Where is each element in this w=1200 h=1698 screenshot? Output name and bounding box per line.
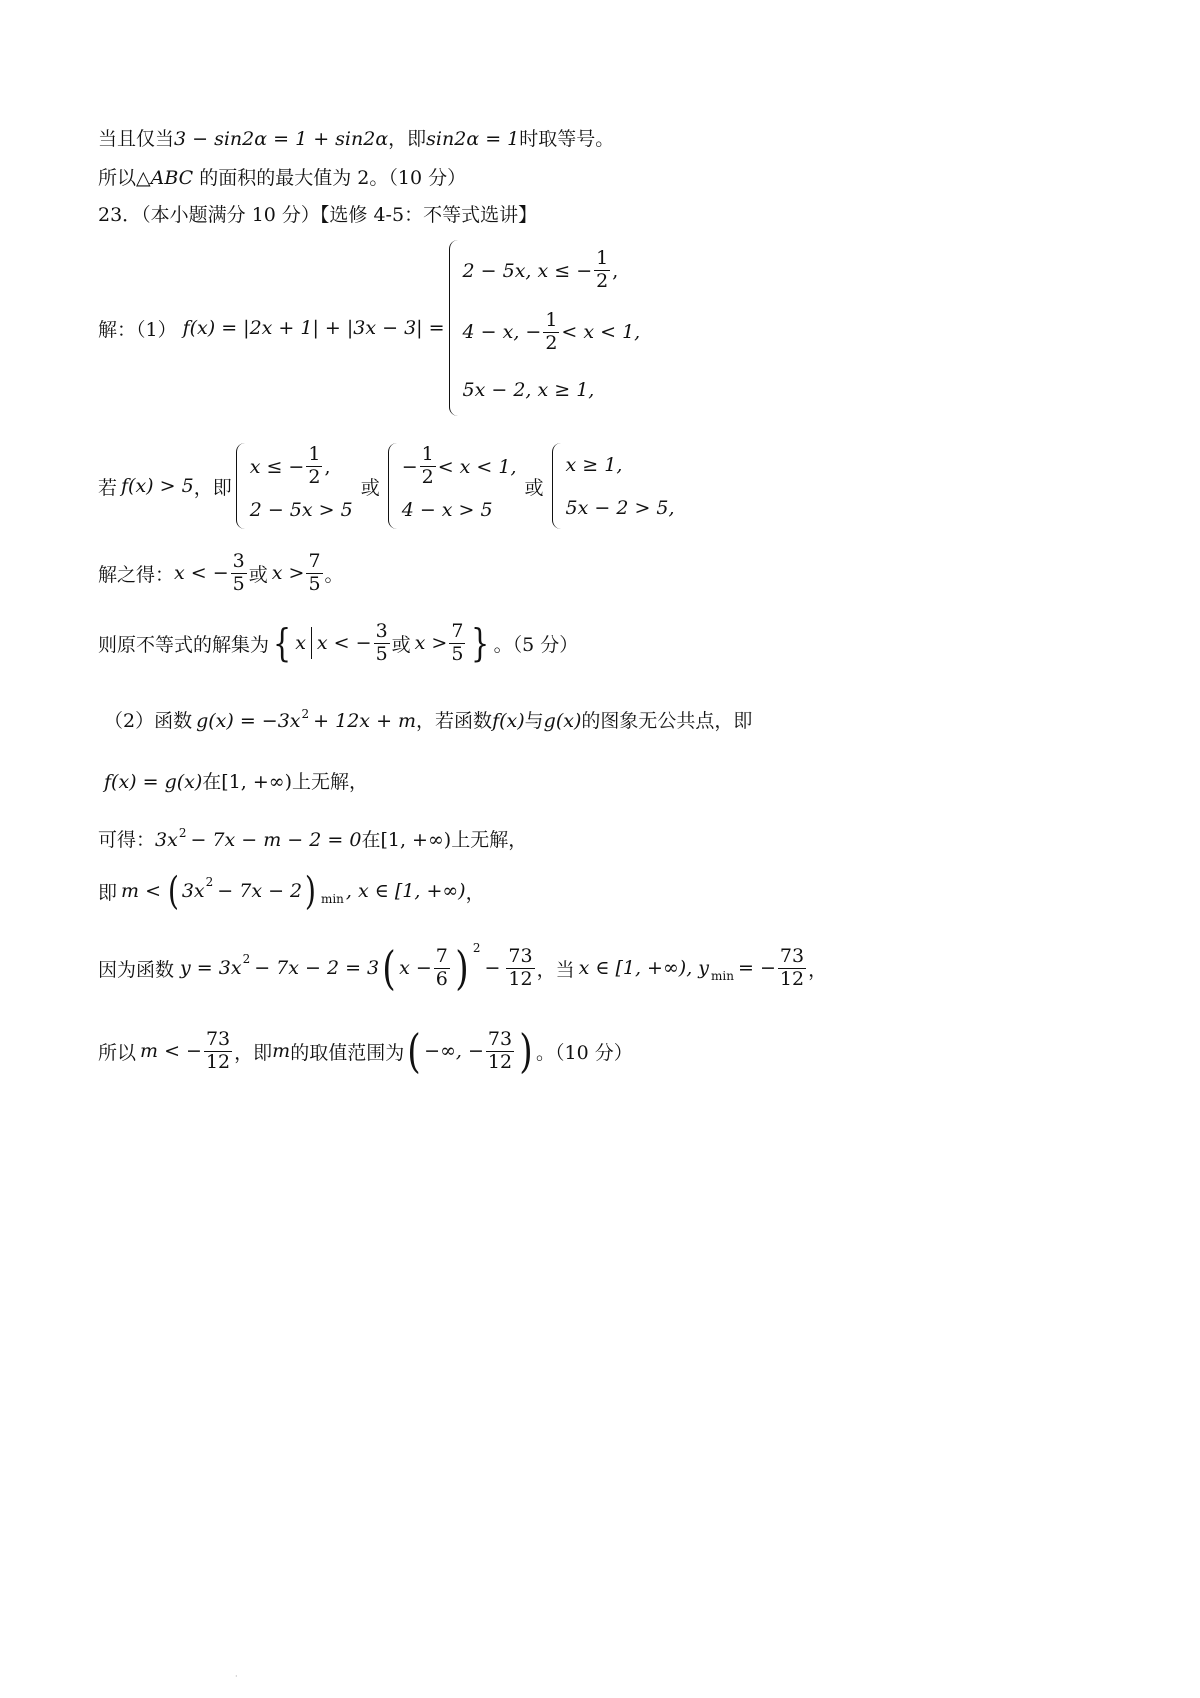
- math: [1, +∞): [380, 829, 452, 851]
- math: − 7x − 2 = 3: [254, 957, 380, 979]
- math: x −: [399, 957, 432, 979]
- text: 在: [361, 829, 381, 851]
- fraction: $\frac{73}{12}$: [508, 944, 533, 990]
- text: ，即: [234, 1041, 273, 1064]
- text: （2）函数: [104, 710, 193, 732]
- math: [1, +∞): [221, 771, 293, 793]
- fraction: $\frac{7}{5}$: [451, 620, 464, 665]
- left-brace: [236, 443, 245, 529]
- math: g(x): [543, 710, 582, 732]
- case-row: 2 − 5x, x ≤ − $\frac{1}{2}$ ,: [462, 247, 619, 293]
- exponent: 2: [472, 941, 481, 955]
- right-paren: ): [304, 869, 317, 913]
- text: 因为函数: [98, 958, 175, 981]
- text: 上无解，: [292, 771, 369, 793]
- heading-text: 23．（本小题满分 10 分）【选修 4-5：不等式选讲】: [98, 204, 538, 226]
- math: , x ∈ [1, +∞): [345, 880, 466, 902]
- math: x >: [414, 632, 448, 655]
- system-3: x ≥ 1, 5x − 2 > 5,: [552, 443, 675, 529]
- text: 所以: [98, 167, 137, 189]
- text: 所以: [98, 1041, 137, 1064]
- text: 与: [524, 710, 544, 732]
- text: 或: [248, 563, 268, 586]
- math: = −: [737, 957, 776, 979]
- text: 。（10 分）: [536, 1041, 633, 1064]
- right-curly-brace: }: [471, 621, 490, 666]
- footnote-mark: ·: [235, 1672, 238, 1681]
- left-curly-brace: {: [273, 621, 292, 666]
- line-inequality-cases: [98, 443, 679, 529]
- fraction: $\frac{7}{6}$: [435, 944, 448, 990]
- math: y = 3x: [180, 957, 242, 979]
- case-row: 5x − 2, x ≥ 1,: [462, 378, 595, 401]
- text: 。: [324, 563, 344, 586]
- math: −∞, −: [424, 1040, 484, 1062]
- text: 的取值范围为: [290, 1041, 405, 1064]
- math: f(x) > 5: [121, 475, 194, 497]
- text: 在: [202, 771, 222, 793]
- line-m-range: [98, 1024, 633, 1078]
- question-23-heading: [98, 200, 537, 227]
- exponent: 2: [301, 707, 310, 721]
- line-m-bound: [98, 869, 485, 913]
- math: −: [484, 957, 501, 979]
- text: 可得：: [98, 829, 156, 851]
- text: 则原不等式的解集为: [98, 633, 270, 656]
- math: m <: [121, 880, 161, 902]
- fraction: $\frac{3}{5}$: [375, 620, 388, 665]
- piecewise-system: [449, 240, 641, 416]
- subscript: min: [711, 969, 734, 983]
- line-vertex-form: [98, 941, 828, 995]
- text: 解之得：: [98, 563, 175, 586]
- right-paren: ): [455, 941, 469, 995]
- system-2: − $\frac{1}{2}$ < x < 1, 4 − x > 5: [388, 443, 517, 529]
- left-brace: [552, 443, 561, 529]
- text: ，若函数: [416, 710, 493, 732]
- line-quadratic: [98, 825, 527, 852]
- fraction: $\frac{7}{5}$: [308, 550, 321, 595]
- fraction: $\frac{3}{5}$: [232, 550, 245, 595]
- line-solution: [98, 552, 344, 595]
- line-solution-set: [98, 622, 578, 665]
- case-row: 4 − x, − $\frac{1}{2}$ < x < 1,: [462, 309, 641, 354]
- subscript: min: [320, 892, 344, 906]
- fraction: $\frac{73}{12}$: [205, 1027, 231, 1073]
- math: − 7x − m − 2 = 0: [190, 829, 362, 851]
- math: 3 − sin2α = 1 + sin2α: [174, 128, 389, 150]
- math: f(x): [492, 710, 525, 732]
- math: sin2α = 1: [426, 128, 520, 150]
- math: x >: [271, 562, 305, 585]
- math: f(x) = |2x + 1| + |3x − 3| =: [182, 317, 445, 339]
- exponent: 2: [178, 826, 187, 840]
- text: 或: [524, 476, 544, 499]
- system-1: x ≤ − $\frac{1}{2}$ , 2 − 5x > 5: [236, 443, 353, 529]
- text: 若: [98, 476, 118, 499]
- text: ，: [808, 958, 828, 981]
- math: f(x) = g(x): [104, 771, 203, 793]
- left-paren: (: [382, 941, 396, 995]
- line-no-solution: [104, 767, 368, 794]
- line-piecewise-f: [98, 240, 644, 416]
- left-paren: (: [407, 1024, 421, 1078]
- text: 当且仅当: [98, 128, 175, 150]
- text: 解：（1）: [98, 318, 177, 341]
- math: m < −: [140, 1040, 202, 1062]
- line-part-2: [104, 706, 752, 733]
- fraction: $\frac{73}{12}$: [487, 1027, 513, 1073]
- line-equality-condition: [98, 124, 614, 151]
- text: 即: [98, 881, 118, 904]
- text: 的面积的最大值为 2。（10 分）: [193, 167, 467, 189]
- math: x < −: [174, 562, 229, 585]
- text: 时取等号。: [519, 128, 615, 150]
- left-brace: [388, 443, 397, 529]
- text: 或: [360, 476, 380, 499]
- text: 或: [391, 633, 411, 656]
- math: x < −: [316, 632, 372, 655]
- math: x ∈ [1, +∞), y: [578, 957, 710, 979]
- text: ，即: [193, 476, 232, 499]
- text: 上无解，: [451, 829, 528, 851]
- math: g(x) = −3x: [196, 710, 301, 732]
- text: ，当: [536, 958, 575, 981]
- text: ，: [465, 881, 485, 904]
- text: 的图象无公共点，即: [581, 710, 753, 732]
- math: 3x: [181, 880, 205, 902]
- math: + 12x + m: [313, 710, 417, 732]
- text: ，即: [388, 128, 427, 150]
- math: △ABC: [136, 167, 194, 189]
- exponent: 2: [205, 875, 214, 889]
- math: m: [272, 1040, 291, 1062]
- fraction: $\frac{73}{12}$: [779, 944, 805, 990]
- math: − 7x − 2: [217, 880, 303, 902]
- right-paren: ): [519, 1024, 533, 1078]
- set-divider: [311, 627, 312, 659]
- left-brace: [449, 240, 458, 416]
- left-paren: (: [167, 869, 179, 913]
- exponent: 2: [242, 952, 251, 966]
- math: 3x: [155, 829, 178, 851]
- line-max-area: [98, 163, 466, 190]
- text: 。（5 分）: [493, 633, 579, 656]
- math: x: [295, 632, 306, 655]
